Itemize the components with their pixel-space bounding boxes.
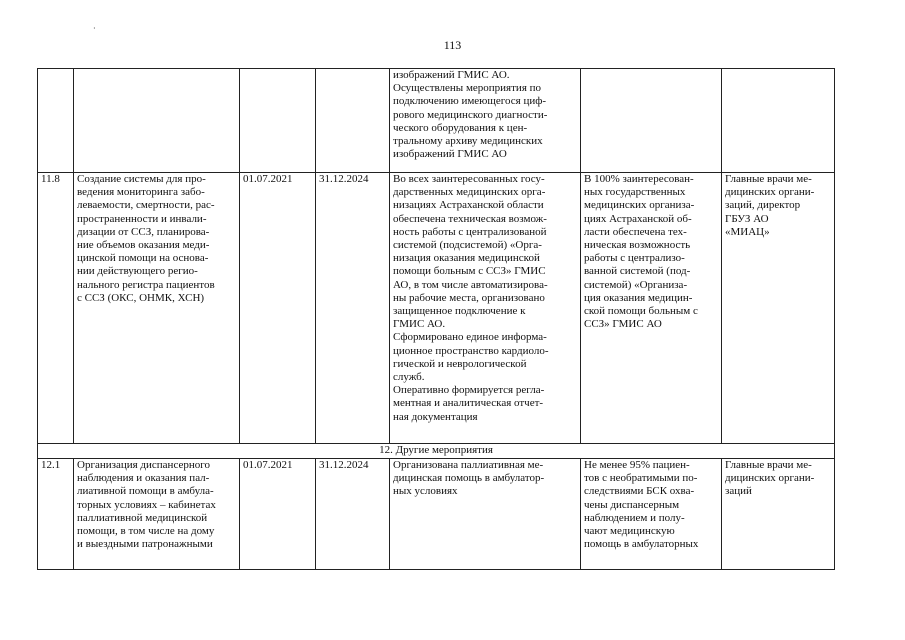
cell-indicator: Не менее 95% пациен- тов с необратимыми по- следствиями БСК охва- чены диспансерным наблюдением и полу- чают медицинскую помощь в амбулаторных <box>581 459 722 570</box>
cell-end: 31.12.2024 <box>316 459 390 570</box>
table-row <box>38 173 835 444</box>
cell-responsible: Главные врачи ме- дицинских органи- заций, директор ГБУЗ АО «МИАЦ» <box>722 173 835 444</box>
cell-start: 01.07.2021 <box>240 459 316 570</box>
cell-end: 31.12.2024 <box>316 173 390 444</box>
cell-indicator: В 100% заинтересован- ных государственных медицинских организа- циях Астраханской об- ласти обеспечена тех- ническая возможность работы с централизо- ванной системой (под- системой) «Организа- ция оказания медицин- ской помощи больным с ССЗ» ГМИС АО <box>581 173 722 444</box>
cell-start: 01.07.2021 <box>240 173 316 444</box>
cell-responsible: Главные врачи ме- дицинских органи- заций <box>722 459 835 570</box>
cell-result: изображений ГМИС АО. Осуществлены мероприятия по подключению имеющегося циф- рового медицинского диагности- ческого оборудования к цен- тральному архиву медицинских изображений ГМИС АО <box>390 69 581 173</box>
section-title: 12. Другие мероприятия <box>38 444 835 459</box>
cell-num: 12.1 <box>38 459 74 570</box>
cell-start <box>240 69 316 173</box>
cell-name <box>74 69 240 173</box>
scan-mark: · <box>93 24 96 33</box>
cell-end <box>316 69 390 173</box>
cell-indicator <box>581 69 722 173</box>
cell-num: 11.8 <box>38 173 74 444</box>
cell-responsible <box>722 69 835 173</box>
page-number: 113 <box>443 38 462 52</box>
measures-table <box>37 68 835 570</box>
cell-result: Организована паллиативная ме- дицинская помощь в амбулатор- ных условиях <box>390 459 581 570</box>
table-row <box>38 69 835 173</box>
cell-result: Во всех заинтересованных госу- дарственных медицинских орга- низациях Астраханской области обеспечена техническая возмож- ность работы с централизованой системой (подсистемой) «Орга- низация оказания медицинской помощи больным с ССЗ» ГМИС АО, в том числе автоматизирова- ны рабочие места, организовано защищенное подключение к ГМИС АО. Сформировано единое информа- ционное пространство кардиоло- гической и неврологической служб. Оперативно формируется регла- ментная и аналитическая отчет- ная документация <box>390 173 581 444</box>
cell-name: Создание системы для про- ведения мониторинга забо- леваемости, смертности, рас- пространенности и инвали- дизации от ССЗ, планирова- ние объемов оказания меди- цинской помощи на основа- нии действующего регио- нального регистра пациентов с ССЗ (ОКС, ОНМК, ХСН) <box>74 173 240 444</box>
section-row <box>38 444 835 459</box>
cell-name: Организация диспансерного наблюдения и оказания пал- лиативной помощи в амбула- торных условиях – кабинетах паллиативной медицинской помощи, в том числе на дому и выездными патронажными <box>74 459 240 570</box>
cell-num <box>38 69 74 173</box>
table-row <box>38 459 835 570</box>
